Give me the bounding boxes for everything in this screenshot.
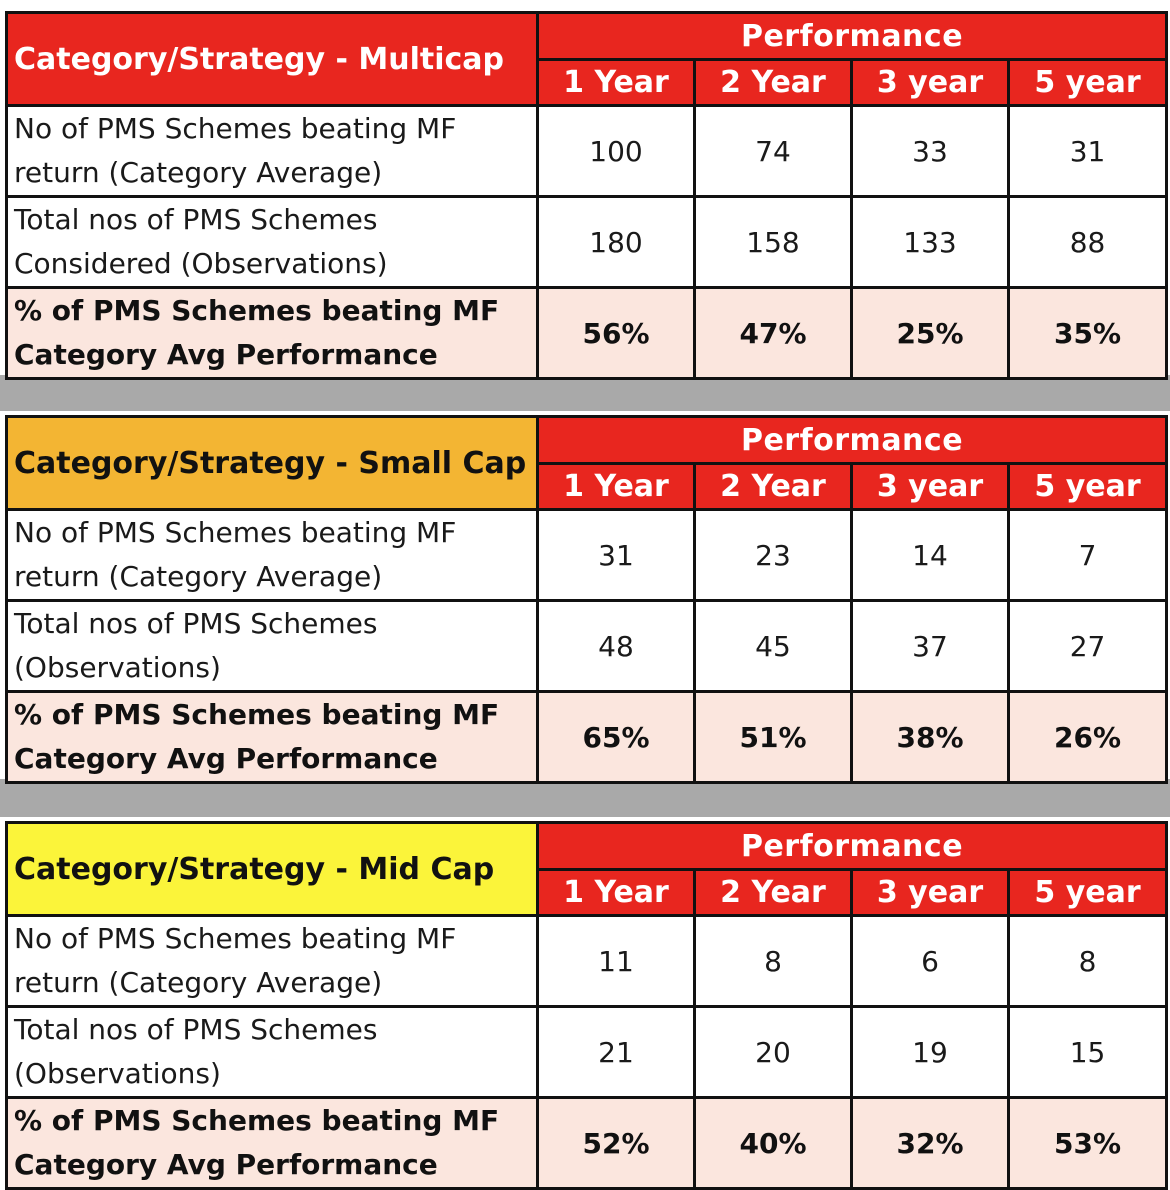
value-cell: 15	[1009, 1007, 1167, 1098]
row-label-total-schemes: Total nos of PMS Schemes Considered (Observations)	[7, 197, 538, 288]
row-label-total-schemes: Total nos of PMS Schemes (Observations)	[7, 1007, 538, 1098]
table-row	[7, 1007, 1167, 1098]
row-label-schemes-beating: No of PMS Schemes beating MF return (Category Average)	[7, 510, 538, 601]
table-row	[7, 510, 1167, 601]
category-header	[7, 417, 538, 510]
period-header-2-year: 2 Year	[695, 464, 852, 510]
percent-cell: 47%	[695, 288, 852, 379]
percent-cell: 32%	[852, 1098, 1009, 1189]
value-cell: 31	[538, 510, 695, 601]
category-header	[7, 13, 538, 106]
percent-cell: 26%	[1009, 692, 1167, 783]
period-header-1-year: 1 Year	[538, 60, 695, 106]
table-row-percent	[7, 1098, 1167, 1189]
value-cell: 48	[538, 601, 695, 692]
period-header-1-year: 1 Year	[538, 464, 695, 510]
category-label: Category/Strategy - Mid Cap	[14, 851, 495, 887]
value-cell: 33	[852, 106, 1009, 197]
category-header	[7, 823, 538, 916]
category-label: Category/Strategy - Small Cap	[14, 445, 527, 481]
row-label-schemes-beating: No of PMS Schemes beating MF return (Category Average)	[7, 916, 538, 1007]
table-row	[7, 106, 1167, 197]
midcap-performance-table	[5, 821, 1168, 1190]
value-cell: 7	[1009, 510, 1167, 601]
value-cell: 88	[1009, 197, 1167, 288]
percent-cell: 53%	[1009, 1098, 1167, 1189]
period-header-2-year: 2 Year	[695, 60, 852, 106]
value-cell: 23	[695, 510, 852, 601]
value-cell: 133	[852, 197, 1009, 288]
percent-cell: 38%	[852, 692, 1009, 783]
table-row-percent	[7, 692, 1167, 783]
value-cell: 8	[1009, 916, 1167, 1007]
period-header-5-year: 5 year	[1009, 464, 1167, 510]
multicap-performance-table	[5, 11, 1168, 380]
multicap-table-block	[5, 11, 1165, 380]
row-label-total-schemes: Total nos of PMS Schemes (Observations)	[7, 601, 538, 692]
row-label-percent-beating: % of PMS Schemes beating MF Category Avg Performance	[7, 288, 538, 379]
performance-header: Performance	[538, 13, 1167, 60]
category-label: Category/Strategy - Multicap	[14, 41, 505, 77]
table-row-percent	[7, 288, 1167, 379]
row-label-percent-beating: % of PMS Schemes beating MF Category Avg Performance	[7, 692, 538, 783]
value-cell: 37	[852, 601, 1009, 692]
row-label-schemes-beating: No of PMS Schemes beating MF return (Category Average)	[7, 106, 538, 197]
performance-header: Performance	[538, 823, 1167, 870]
value-cell: 100	[538, 106, 695, 197]
midcap-table-block	[5, 821, 1165, 1190]
section-separator	[0, 375, 1170, 411]
table-row	[7, 197, 1167, 288]
percent-cell: 65%	[538, 692, 695, 783]
percent-cell: 51%	[695, 692, 852, 783]
value-cell: 6	[852, 916, 1009, 1007]
table-row	[7, 916, 1167, 1007]
value-cell: 31	[1009, 106, 1167, 197]
value-cell: 8	[695, 916, 852, 1007]
table-row	[7, 601, 1167, 692]
value-cell: 19	[852, 1007, 1009, 1098]
period-header-5-year: 5 year	[1009, 870, 1167, 916]
percent-cell: 35%	[1009, 288, 1167, 379]
percent-cell: 40%	[695, 1098, 852, 1189]
period-header-3-year: 3 year	[852, 464, 1009, 510]
row-label-percent-beating: % of PMS Schemes beating MF Category Avg Performance	[7, 1098, 538, 1189]
performance-header: Performance	[538, 417, 1167, 464]
period-header-1-year: 1 Year	[538, 870, 695, 916]
percent-cell: 52%	[538, 1098, 695, 1189]
smallcap-performance-table	[5, 415, 1168, 784]
period-header-3-year: 3 year	[852, 870, 1009, 916]
value-cell: 14	[852, 510, 1009, 601]
percent-cell: 56%	[538, 288, 695, 379]
value-cell: 45	[695, 601, 852, 692]
percent-cell: 25%	[852, 288, 1009, 379]
period-header-2-year: 2 Year	[695, 870, 852, 916]
period-header-3-year: 3 year	[852, 60, 1009, 106]
value-cell: 158	[695, 197, 852, 288]
value-cell: 27	[1009, 601, 1167, 692]
smallcap-table-block	[5, 415, 1165, 784]
section-separator	[0, 779, 1170, 817]
value-cell: 20	[695, 1007, 852, 1098]
value-cell: 74	[695, 106, 852, 197]
value-cell: 11	[538, 916, 695, 1007]
value-cell: 180	[538, 197, 695, 288]
value-cell: 21	[538, 1007, 695, 1098]
period-header-5-year: 5 year	[1009, 60, 1167, 106]
